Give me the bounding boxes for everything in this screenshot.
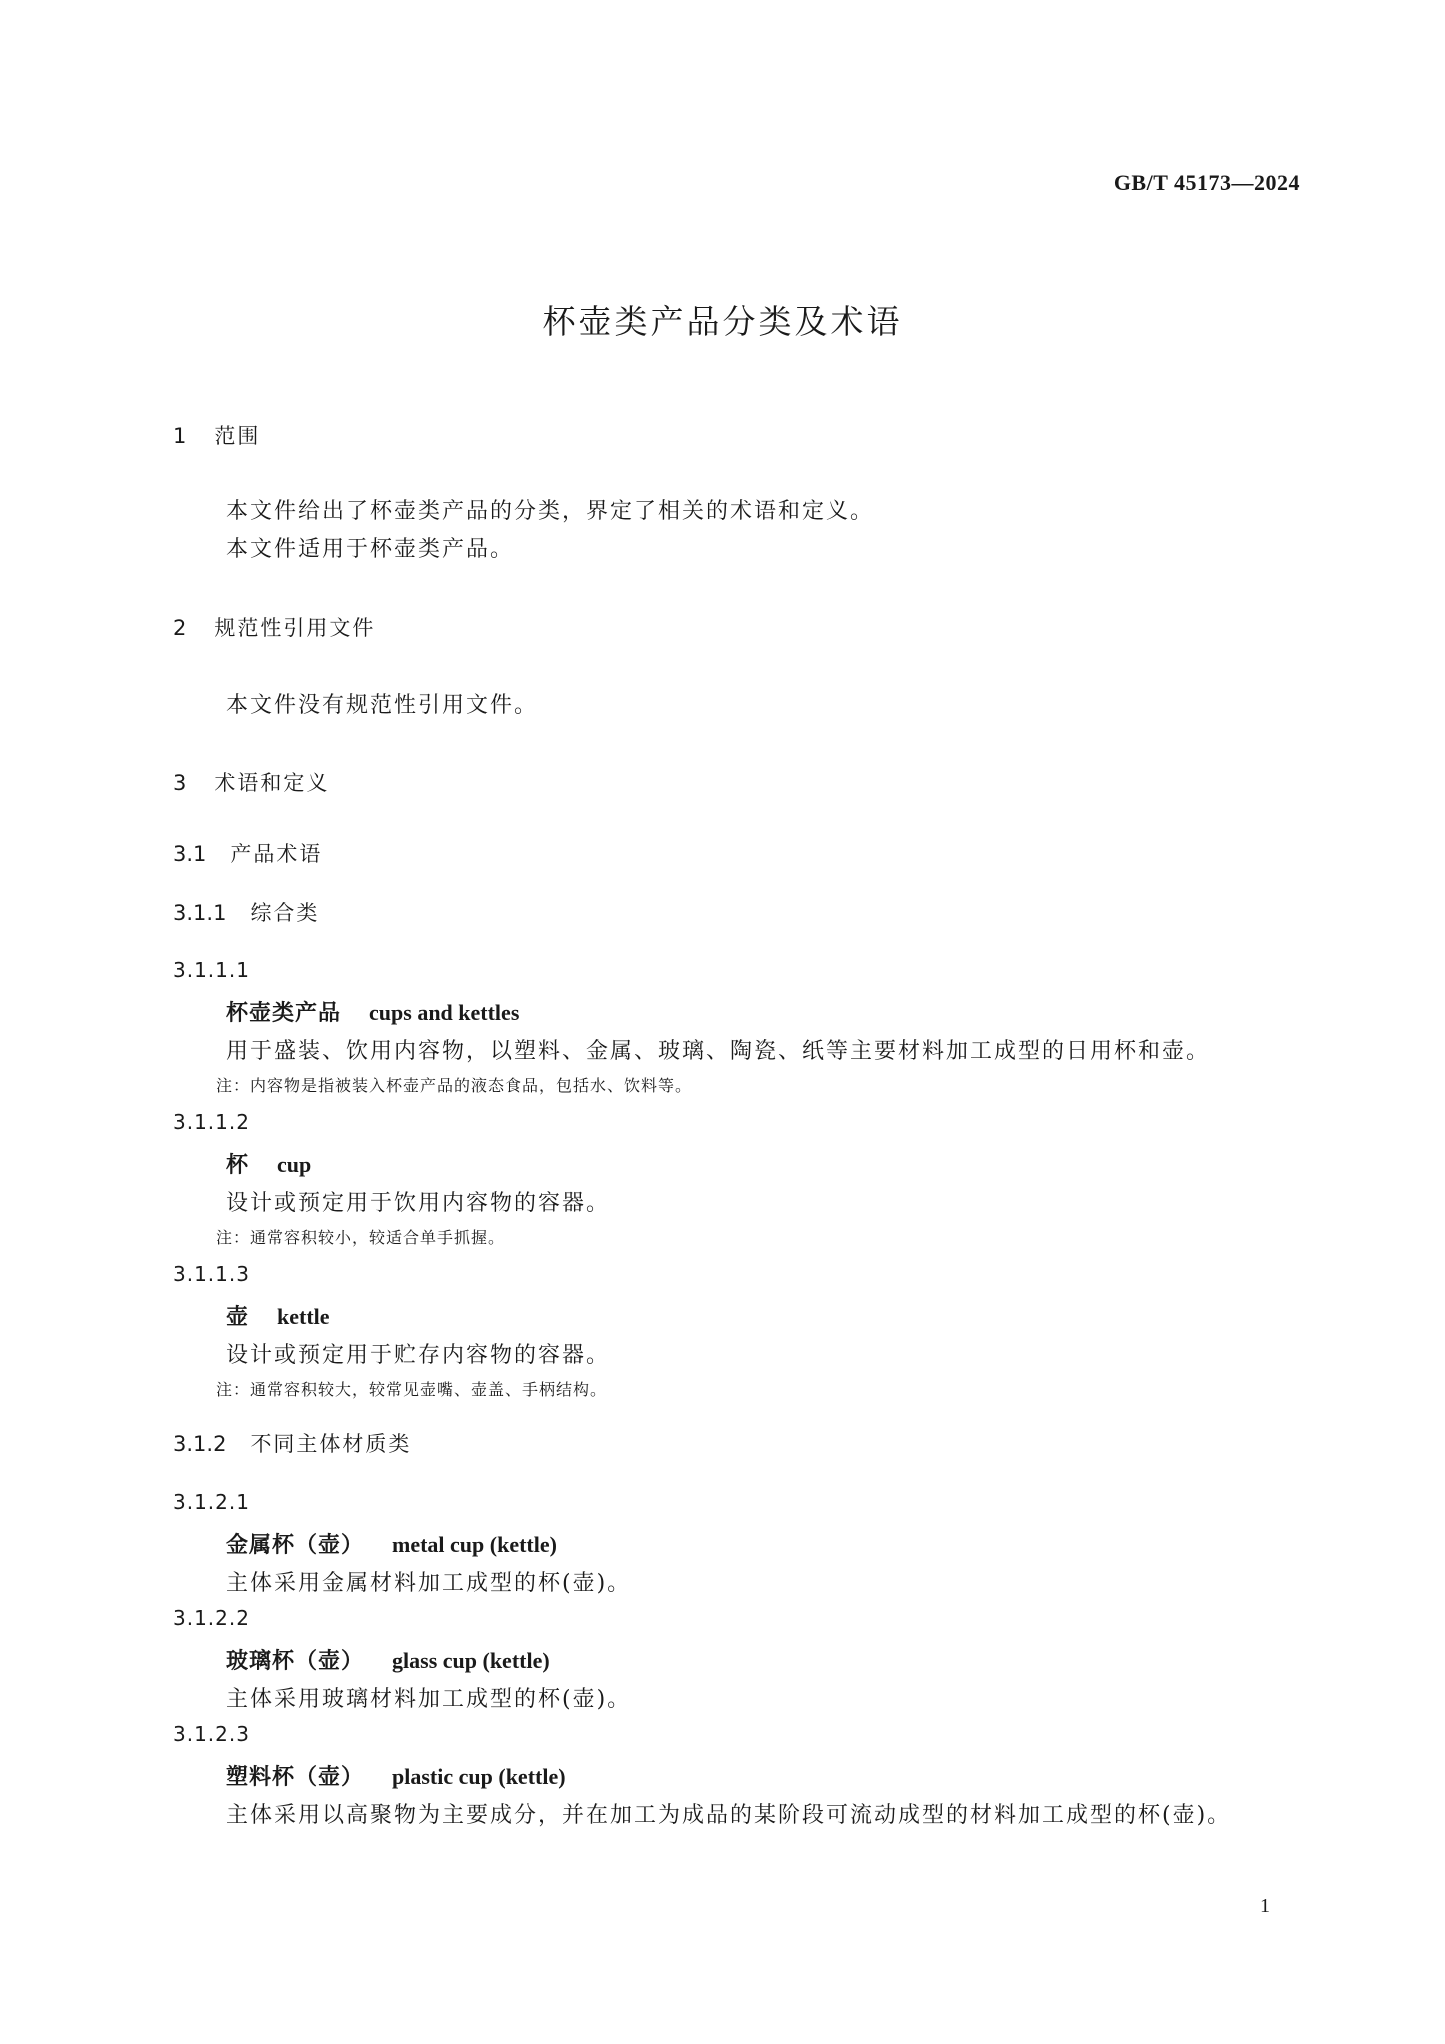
term-definition: 主体采用金属材料加工成型的杯(壶)。 [226,1571,632,1596]
term-number: 3.1.1.2 [173,1110,250,1134]
term-heading [226,1300,330,1331]
section-3-1-2-heading [173,1428,411,1458]
term-number: 3.1.2.1 [173,1490,250,1514]
section-title: 范围 [214,424,261,448]
term-definition: 主体采用以高聚物为主要成分，并在加工为成品的某阶段可流动成型的材料加工成型的杯(壶)。 [226,1803,1232,1828]
term-en: cups and kettles [369,1000,520,1025]
section-2-heading [173,612,375,642]
page-number: 1 [1260,1895,1270,1917]
note-label: 注： [216,1228,251,1247]
section-3-1-1-heading [173,897,319,927]
section-1-heading [173,420,260,450]
term-zh: 杯壶类产品 [226,1001,342,1026]
section-title: 综合类 [250,901,320,925]
section-3-1-heading [173,838,322,868]
section-title: 规范性引用文件 [214,616,376,640]
section-title: 术语和定义 [214,771,330,795]
note-text: 通常容积较大，较常见壶嘴、壶盖、手柄结构。 [250,1380,608,1399]
term-number: 3.1.2.3 [173,1722,250,1746]
term-note [216,1073,692,1096]
term-number: 3.1.1.1 [173,958,250,982]
term-definition: 设计或预定用于贮存内容物的容器。 [226,1343,611,1368]
term-heading [226,1760,566,1791]
scope-paragraph-1: 本文件给出了杯壶类产品的分类，界定了相关的术语和定义。 [226,499,875,524]
term-en: cup [277,1152,312,1177]
note-text: 通常容积较小，较适合单手抓握。 [250,1228,506,1247]
term-zh: 金属杯（壶） [226,1533,365,1558]
term-definition: 用于盛装、饮用内容物，以塑料、金属、玻璃、陶瓷、纸等主要材料加工成型的日用杯和壶。 [226,1039,1211,1064]
term-en: glass cup (kettle) [392,1648,550,1673]
term-zh: 塑料杯（壶） [226,1765,365,1790]
term-definition: 主体采用玻璃材料加工成型的杯(壶)。 [226,1687,632,1712]
term-number: 3.1.2.2 [173,1606,250,1630]
note-label: 注： [216,1076,251,1095]
note-label: 注： [216,1380,251,1399]
term-definition: 设计或预定用于饮用内容物的容器。 [226,1191,611,1216]
term-number: 3.1.1.3 [173,1262,250,1286]
section-number: 3.1 [173,842,207,866]
section-3-heading [173,767,329,797]
term-note [216,1377,607,1400]
term-heading [226,1644,550,1675]
document-code: GB/T 45173—2024 [1113,170,1300,195]
term-en: kettle [277,1304,330,1329]
document-title: 杯壶类产品分类及术语 [542,302,903,341]
note-text: 内容物是指被装入杯壶产品的液态食品，包括水、饮料等。 [250,1076,693,1095]
section-title: 不同主体材质类 [250,1432,412,1456]
section-number: 3.1.2 [173,1432,227,1456]
term-heading [226,1148,311,1179]
term-note [216,1225,505,1248]
section-number: 3 [173,771,187,795]
section-number: 2 [173,616,187,640]
normative-paragraph: 本文件没有规范性引用文件。 [226,693,539,718]
term-zh: 杯 [226,1153,250,1178]
term-en: metal cup (kettle) [392,1532,557,1557]
term-en: plastic cup (kettle) [392,1764,566,1789]
section-number: 1 [173,424,187,448]
term-zh: 玻璃杯（壶） [226,1649,365,1674]
term-heading [226,996,519,1027]
section-number: 3.1.1 [173,901,227,925]
section-title: 产品术语 [230,842,323,866]
term-zh: 壶 [226,1305,250,1330]
term-heading [226,1528,557,1559]
scope-paragraph-2: 本文件适用于杯壶类产品。 [226,537,515,562]
